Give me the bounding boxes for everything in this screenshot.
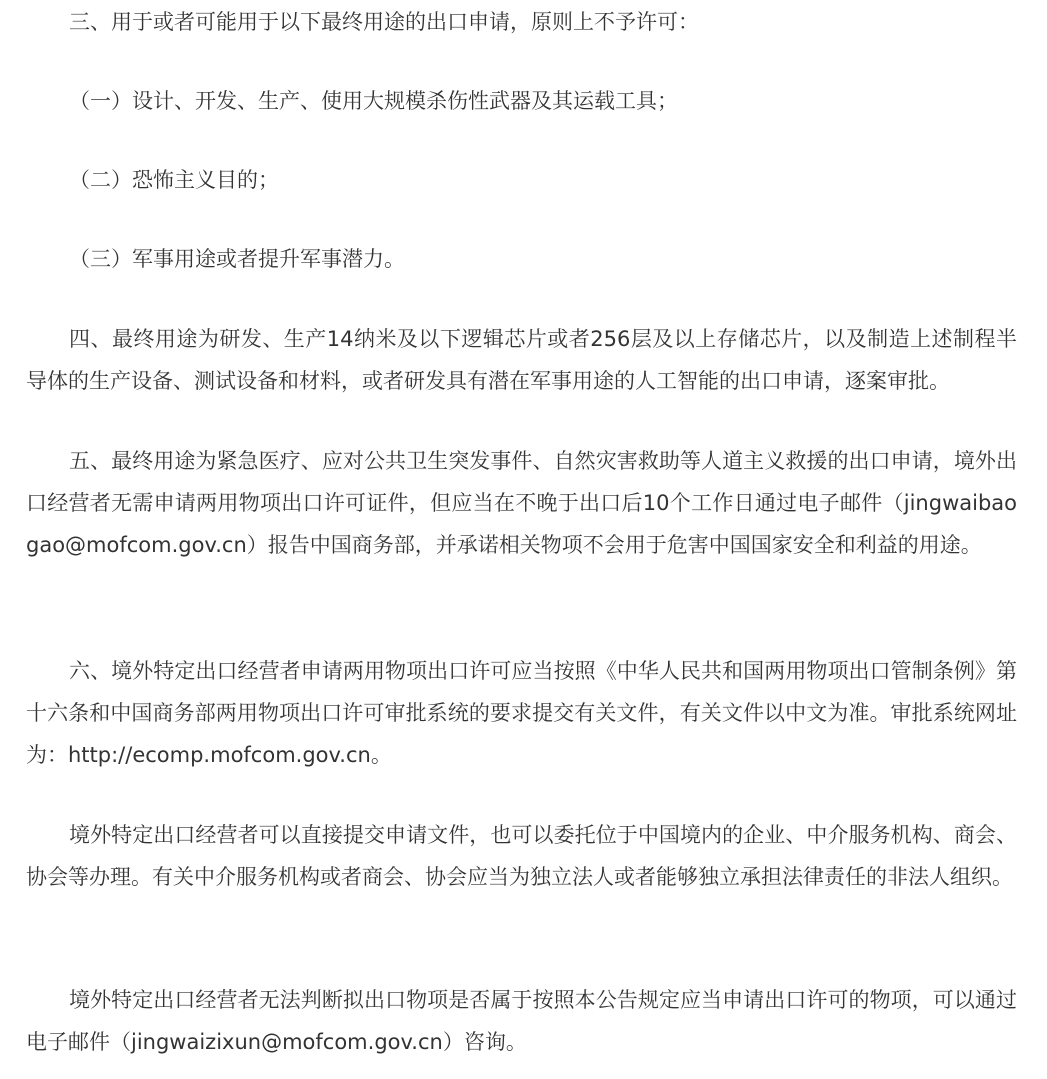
- paragraph-section-3: 三、用于或者可能用于以下最终用途的出口申请，原则上不予许可：: [69, 10, 699, 34]
- paragraph-section-4: 四、最终用途为研发、生产14纳米及以下逻辑芯片或者256层及以上存储芯片，以及制造上述制程半导体的生产设备、测试设备和材料，或者研发具有潜在军事用途的人工智能的出口申请，逐案审批。: [26, 327, 1017, 393]
- paragraph-section-6-consult: 境外特定出口经营者无法判断拟出口物项是否属于按照本公告规定应当申请出口许可的物项，可以通过电子邮件（jingwaizixun@mofcom.gov.cn）咨询。: [26, 988, 1017, 1054]
- paragraph-section-5: 五、最终用途为紧急医疗、应对公共卫生突发事件、自然灾害救助等人道主义救援的出口申请，境外出口经营者无需申请两用物项出口许可证件，但应当在不晚于出口后10个工作日通过电子邮件（jingwaibaogao@mofcom.gov.cn）报告中国商务部，并承诺相关物项不会用于危害中国国家安全和利益的用途。: [26, 449, 1017, 557]
- paragraph-section-6-agent: 境外特定出口经营者可以直接提交申请文件，也可以委托位于中国境内的企业、中介服务机构、商会、协会等办理。有关中介服务机构或者商会、协会应当为独立法人或者能够独立承担法律责任的非法人组织。: [26, 823, 1017, 889]
- paragraph-section-6: 六、境外特定出口经营者申请两用物项出口许可应当按照《中华人民共和国两用物项出口管制条例》第十六条和中国商务部两用物项出口许可审批系统的要求提交有关文件，有关文件以中文为准。审批系统网址为：http://ecomp.mofcom.gov.cn。: [26, 659, 1017, 767]
- paragraph-item-1: （一）设计、开发、生产、使用大规模杀伤性武器及其运载工具；: [69, 89, 678, 113]
- paragraph-item-2: （二）恐怖主义目的；: [69, 168, 279, 192]
- paragraph-item-3: （三）军事用途或者提升军事潜力。: [69, 247, 405, 271]
